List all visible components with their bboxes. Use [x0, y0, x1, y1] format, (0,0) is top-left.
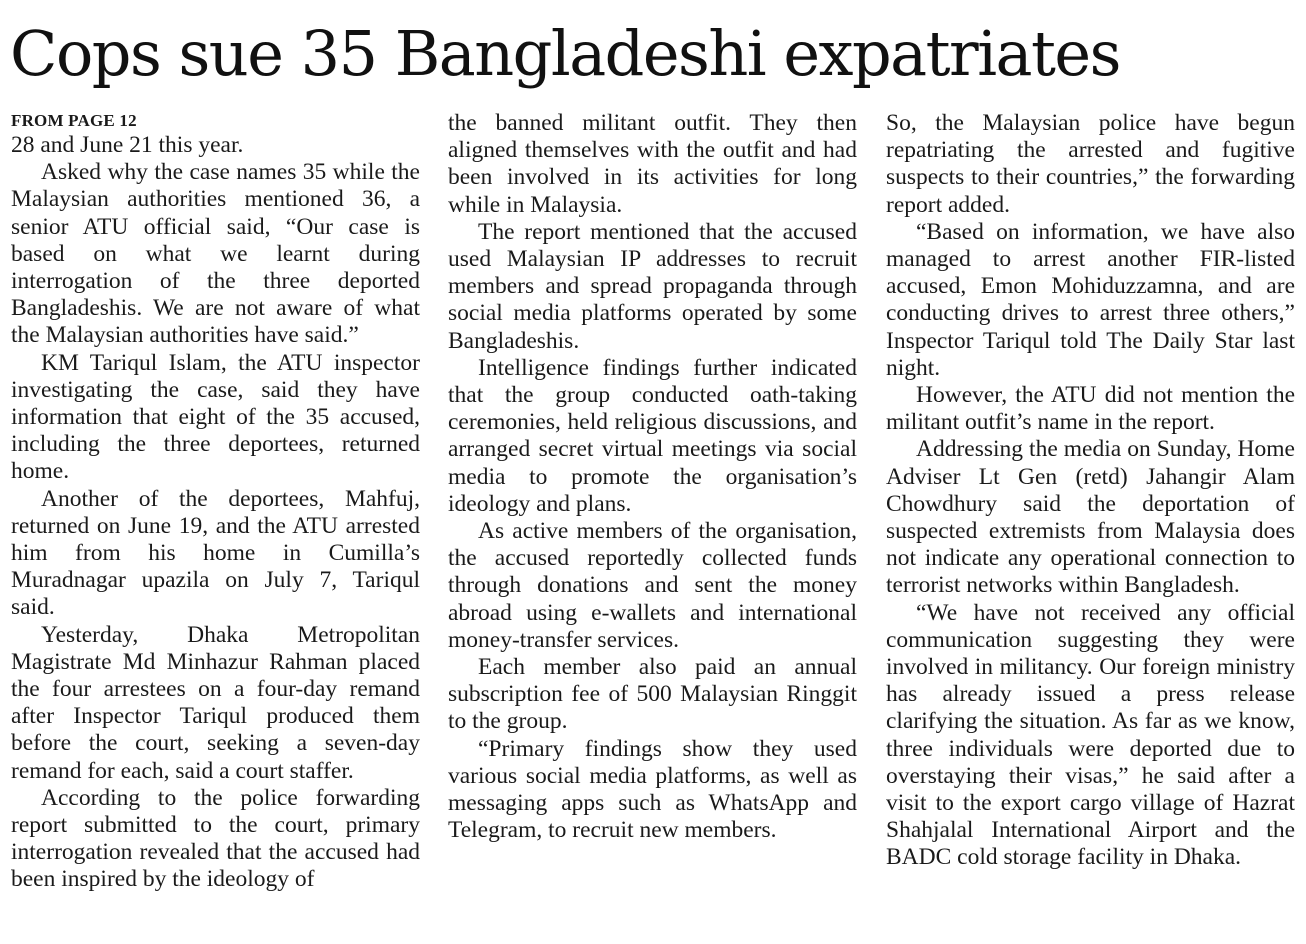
- paragraph: “Based on information, we have also managed to arrest another FIR-listed accused, Emon Mohiduzzamna, and are conducting drives to arrest three others,” Inspector Tariqul told The Daily Star last night.: [886, 218, 1295, 381]
- paragraph: So, the Malaysian police have begun repatriating the arrested and fugitive suspects to their countries,” the forwarding report added.: [886, 110, 1295, 218]
- article-column-3: [886, 110, 1295, 872]
- paragraph: However, the ATU did not mention the militant outfit’s name in the report.: [886, 382, 1295, 436]
- paragraph: 28 and June 21 this year.: [11, 132, 244, 158]
- paragraph: According to the police forwarding report submitted to the court, primary interrogation revealed that the accused had been inspired by the ideology of: [11, 784, 420, 893]
- paragraph: Yesterday, Dhaka Metropolitan Magistrate Md Minhazur Rahman placed the four arrestees on a four-day remand after Inspector Tariqul produced them before the court, seeking a seven-day remand for each, said a court staffer.: [11, 621, 420, 784]
- paragraph: the banned militant outfit. They then aligned themselves with the outfit and had been involved in its activities for long while in Malaysia.: [448, 110, 857, 218]
- paragraph: Each member also paid an annual subscription fee of 500 Malaysian Ringgit to the group.: [448, 654, 857, 735]
- article-column-2: [448, 110, 857, 844]
- paragraph: KM Tariqul Islam, the ATU inspector investigating the case, said they have information that eight of the 35 accused, including the three deportees, returned home.: [11, 349, 420, 485]
- paragraph: “We have not received any official communication suggesting they were involved in militancy. Our foreign ministry has already issued a press release clarifying the situation. As far as we know, three individuals were deported due to overstaying their visas,” he said after a visit to the export cargo village of Hazrat Shahjalal International Airport and the BADC cold storage facility in Dhaka.: [886, 599, 1295, 871]
- paragraph: As active members of the organisation, the accused reportedly collected funds through donations and sent the money abroad using e-wallets and international money-transfer services.: [448, 518, 857, 653]
- paragraph: The report mentioned that the accused used Malaysian IP addresses to recruit members and spread propaganda through social media platforms operated by some Bangladeshis.: [448, 218, 857, 354]
- paragraph: Addressing the media on Sunday, Home Adviser Lt Gen (retd) Jahangir Alam Chowdhury said the deportation of suspected extremists from Malaysia does not indicate any operational connection to terrorist networks within Bangladesh.: [886, 436, 1295, 599]
- article-column-1: [11, 110, 420, 894]
- paragraph: “Primary findings show they used various social media platforms, as well as messaging apps such as WhatsApp and Telegram, to recruit new members.: [448, 735, 857, 844]
- paragraph: Another of the deportees, Mahfuj, returned on June 19, and the ATU arrested him from his home in Cumilla’s Muradnagar upazila on July 7, Tariqul said.: [11, 485, 420, 621]
- paragraph: Intelligence findings further indicated that the group conducted oath-taking ceremonies, held religious discussions, and arranged secret virtual meetings via social media to promote the organisation’s ideology and plans.: [448, 354, 857, 517]
- continued-from-label: FROM PAGE 12: [11, 111, 137, 130]
- headline: Cops sue 35 Bangladeshi expatriates: [10, 17, 1120, 90]
- paragraph: Asked why the case names 35 while the Malaysian authorities mentioned 36, a senior ATU official said, “Our case is based on what we learnt during interrogation of the three deported Bangladeshis. We are not aware of what the Malaysian authorities have said.”: [11, 159, 420, 349]
